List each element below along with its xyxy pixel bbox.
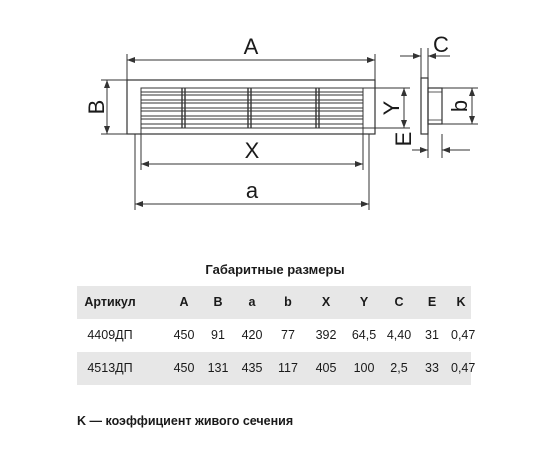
header-cell-K: K <box>456 295 466 309</box>
cell-article: 4513ДП <box>87 361 133 375</box>
cell-A: 450 <box>173 361 195 375</box>
header-cell-C: C <box>394 295 404 309</box>
cell-Y: 100 <box>353 361 375 375</box>
cell-B: 91 <box>211 328 225 342</box>
cell-K: 0,47 <box>451 328 476 342</box>
grille-side-flange <box>421 78 428 134</box>
dim-label-X: X <box>244 138 260 163</box>
cell-a: 435 <box>241 361 263 375</box>
header-cell-X: X <box>321 295 331 309</box>
dim-label-a: a <box>245 178 259 203</box>
dim-label-C: C <box>433 32 449 57</box>
cell-B: 131 <box>207 361 229 375</box>
table-header-row <box>77 286 471 319</box>
cell-K: 0,47 <box>451 361 476 375</box>
dim-label-E: E <box>390 131 416 147</box>
cell-b: 117 <box>278 361 298 375</box>
table-row <box>77 319 476 352</box>
header-cell-a: a <box>248 295 256 309</box>
cell-C: 4,40 <box>386 328 412 342</box>
dim-label-B: B <box>83 99 109 115</box>
grille-side-body <box>428 88 442 124</box>
grille-louvres <box>141 92 363 124</box>
dim-label-b: b <box>446 99 472 113</box>
dim-label-A: A <box>243 34 259 59</box>
cell-X: 392 <box>315 328 337 342</box>
cell-A: 450 <box>173 328 195 342</box>
table-row <box>77 352 476 385</box>
cell-C: 2,5 <box>390 361 408 375</box>
cell-X: 405 <box>315 361 337 375</box>
cell-b: 77 <box>281 328 295 342</box>
cell-E: 31 <box>425 328 439 342</box>
dim-label-Y: Y <box>378 100 404 116</box>
cell-Y: 64,5 <box>351 328 377 342</box>
cell-E: 33 <box>425 361 439 375</box>
header-cell-B: B <box>213 295 223 309</box>
dimensions-table <box>77 286 476 385</box>
header-cell-E: E <box>427 295 437 309</box>
header-cell-b: b <box>284 295 292 309</box>
cell-a: 420 <box>241 328 263 342</box>
header-cell-A: A <box>179 295 189 309</box>
header-cell-article: Артикул <box>84 295 136 309</box>
footnote: K — коэффициент живого сечения <box>77 414 294 428</box>
header-cell-Y: Y <box>359 295 369 309</box>
table-title: Габаритные размеры <box>205 262 345 277</box>
cell-article: 4409ДП <box>87 328 133 342</box>
